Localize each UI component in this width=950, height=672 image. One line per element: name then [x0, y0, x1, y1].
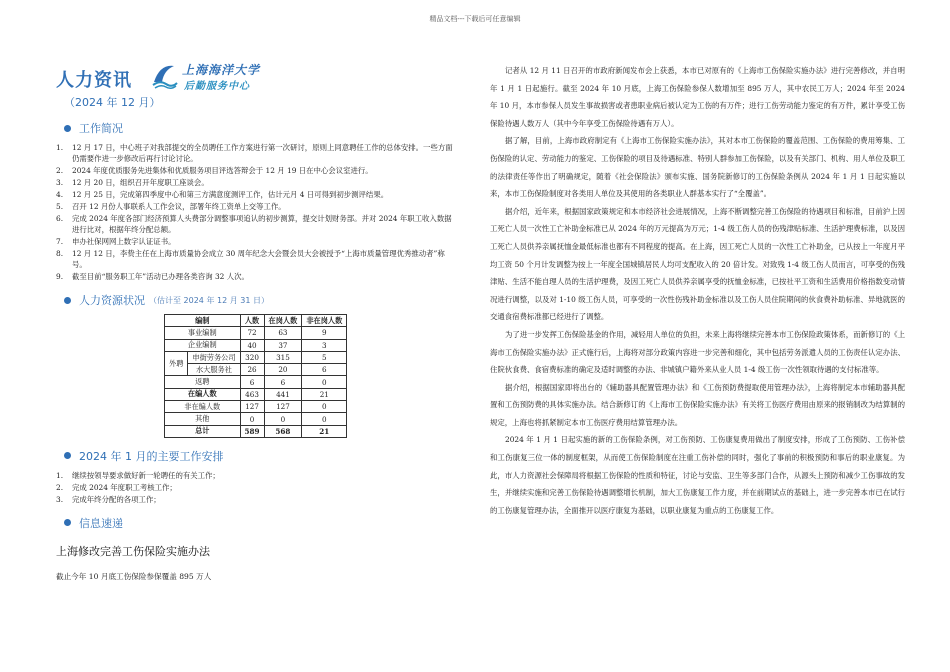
section-title: 工作简况 — [79, 122, 123, 135]
list-item: 5. 召开 12 月份人事联系人工作会议，部署年终工资单上交等工作。 — [56, 202, 286, 211]
article-paragraph: 据了解，目前，上海市政府制定有《上海市工伤保险实施办法》，其对本市工伤保险的覆盖范围、工伤保险的费用筹集、工伤保险的认定、劳动能力的鉴定、工伤保险的项目及待遇标准、特别人群参加工伤保险，以及有关部门、机构、用人单位及职工的法律责任等作出了明确规定，随着《社会保险法》颁布实施、国务院新修订的工伤保险条例从 2024 年 1 月 1 日起实施以来，本市工伤保险制度对各类用人单位及其使用的各类职业人群基本实行了“全覆盖”。 — [490, 136, 905, 199]
logo-university-name: 上海海洋大学 — [182, 63, 261, 77]
table-row: 企业编制 40 37 3 — [165, 339, 347, 351]
list-item: 8. 12 月 12 日，李贽主任在上海市质量协会成立 30 周年纪念大会暨会员大会被授予“上海市质量管理优秀推动者”称号。 — [56, 249, 445, 269]
university-logo — [152, 58, 282, 96]
list-item: 3. 12 月 20 日，组织召开年度职工座谈会。 — [56, 178, 209, 187]
table-row: 水大服务社 26 20 6 — [165, 364, 347, 376]
section-work-heading — [56, 120, 476, 136]
bullet-icon — [64, 519, 71, 526]
article-body — [490, 62, 905, 519]
list-item: 2. 完成 2024 年度职工考核工作； — [56, 482, 177, 492]
table-row: 事业编制 72 63 9 — [165, 327, 347, 339]
masthead — [56, 58, 476, 98]
table-header-row — [165, 315, 347, 327]
bullet-icon — [64, 297, 71, 304]
group-label: 外聘 — [165, 351, 188, 376]
hr-table — [164, 314, 347, 438]
bullet-icon — [64, 452, 71, 459]
article-paragraph: 为了进一步发挥工伤保险基金的作用，减轻用人单位的负担，未来上海将继续完善本市工伤保险政策体系，而新修订的《上海市工伤保险实施办法》正式施行后，上海将对部分政策内容进一步完善和细化，其中包括劳务派遣人员的工伤责任认定办法、住院伙食费、食宿费标准的确定及适时调整的办法、非城镇户籍外来从业人员 1-4 级工伤一次性领取待遇的支付标准等。 — [490, 329, 905, 375]
wave-emblem-icon — [152, 60, 178, 90]
list-item: 1. 12 月 17 日，中心班子对我部提交的全员聘任工作方案进行第一次研讨，原则上同意聘任工作的总体安排。一些方面仍需要作进一步修改后再行讨论讨论。 — [56, 143, 453, 163]
left-column — [56, 58, 476, 582]
list-item: 6. 完成 2024 年度各部门经济预算人头费部分调整事项追认的初步测算，提交计划财务部。并对 2024 年职工收入数据进行比对，根据年终分配总额。 — [56, 214, 452, 234]
section-title: 人力资源状况 — [79, 294, 145, 307]
list-item: 2. 2024 年度优质服务先进集体和优质服务项目评选答辩会于 12 月 19 日在中心会议室进行。 — [56, 166, 373, 175]
work-list — [56, 142, 476, 282]
list-item: 1. 继续按领导要求做好新一轮聘任的有关工作； — [56, 470, 220, 480]
list-item: 4. 12 月 25 日，完成第四季度中心和第三方满意度测评工作，估计元月 4 日可得到初步测评结果。 — [56, 190, 389, 199]
list-item: 7. 申办社保网网上数字认证证书。 — [56, 237, 176, 246]
table-header: 在岗人数 — [264, 315, 302, 327]
table-header: 非在岗人数 — [302, 315, 347, 327]
list-item: 3. 完成年终分配的各项工作； — [56, 494, 161, 504]
table-header: 编制 — [165, 315, 241, 327]
article-paragraph: 2024 年 1 月 1 日起实施的新的工伤保险条例，对工伤预防、工伤康复费用做出了制度安排，形成了工伤预防、工伤补偿和工伤康复三位一体的制度框架，从而使工伤保险制度在注重工伤补偿的同时，强化了事前的积极预防和事后的职业康复。为此，市人力资源社会保障局将根据工伤保险的性质和特征，讨论与安监、卫生等多部门合作，从源头上预防和减少工伤事故的发生，并继续实施和完善工伤保险待遇调整增长机制，加大工伤康复工作力度，并在前期试点的基础上，进一步完善本市已在试行的工伤康复管理办法，全面推开以医疗康复为基础，以职业康复为重点的工伤康复工作。 — [490, 435, 905, 515]
table-row: 其他 0 0 0 — [165, 413, 347, 425]
logo-center-name: 后勤服务中心 — [184, 81, 250, 92]
table-header: 人数 — [240, 315, 264, 327]
section-title: 2024 年 1 月的主要工作安排 — [79, 449, 224, 463]
news-article-title: 上海修改完善工伤保险实施办法 — [56, 544, 210, 558]
table-row: 外聘 申街劳务公司 320 315 5 — [165, 351, 347, 363]
news-lead: 截止今年 10 月底工伤保险参保覆盖 895 万人 — [56, 571, 212, 581]
plan-list — [56, 470, 476, 505]
section-title: 信息速递 — [79, 516, 123, 530]
article-paragraph: 据介绍，根据国家即将出台的《辅助器具配置管理办法》和《工伤预防费提取使用管理办法》，上海将制定本市辅助器具配置和工伤预防费的具体实施办法。结合新修订的《上海市工伤保险实施办法》有关将工伤医疗费用由原来的报销制改为结算制的规定，上海也将抓紧制定本市工伤医疗费用结算管理办法。 — [490, 382, 905, 427]
list-item: 9. 截至目前“服务职工年”活动已办理各类咨询 32 人次。 — [56, 272, 249, 281]
section-note: （估计至 2024 年 12 月 31 日） — [149, 295, 269, 305]
section-hr-heading — [56, 292, 476, 308]
header-note: 精品文档---下载后可任意编辑 — [429, 15, 521, 23]
newsletter-title: 人力资讯 — [56, 70, 132, 91]
table-row: 非在编人数 127 127 0 — [165, 401, 347, 413]
article-paragraph: 据介绍，近年来，根据国家政策规定和本市经济社会进展情况，上海不断调整完善工伤保险的待遇项目和标准，目前沪上因工死亡人员一次性工亡补助金标准已从 2024 年的万元提高为万元；1-4 级工伤人员的伤残津贴标准、生活护理费标准，以及因工死亡人员供养亲属抚恤金最低标准也都有不同程度的提高。在上海，因工死亡人员的一次性工亡补助金，已从按上一年度月平均工资 50 个月计发调整为按上一年度全国城镇居民人均可支配收入的 20 倍计发。对致残 1-4 级工伤人员而言，可享受的伤残津贴、生活不能自理人员的生活护理费，及因工死亡人员供养亲属享受的抚恤金标准，已按社平工资和生活费用价格指数变动情况进行调整，以及对 1-10 级工伤人员，可享受的一次性伤残补助金标准以及工伤人员住院期间的伙食费补助标准、异地就医的交通食宿费标准都已经进行了调整。 — [490, 206, 905, 322]
table-row: 返聘 6 6 0 — [165, 376, 347, 388]
bullet-icon — [64, 125, 71, 132]
section-plan-heading — [56, 448, 476, 464]
table-row: 在编人数 463 441 21 — [165, 388, 347, 400]
section-news-heading — [56, 515, 476, 531]
article-paragraph: 记者从 12 月 11 日召开的市政府新闻发布会上获悉，本市已对原有的《上海市工伤保险实施办法》进行完善修改，并自明年 1 月 1 日起施行。截至 2024 年 10 月底，上海工伤保险参保人数增加至 895 万人，其中农民工万人；2024 年至 2024 年 10 月，本市参保人员发生事故损害或者患职业病后被认定为工伤的有万件；进行工伤劳动能力鉴定的有万件，累计享受工伤保险待遇人数万人（其中今年享受工伤保险待遇有万人）。 — [490, 66, 905, 128]
issue-date: （2024 年 12 月） — [64, 96, 161, 109]
table-total-row: 总计 589 568 21 — [165, 425, 347, 437]
